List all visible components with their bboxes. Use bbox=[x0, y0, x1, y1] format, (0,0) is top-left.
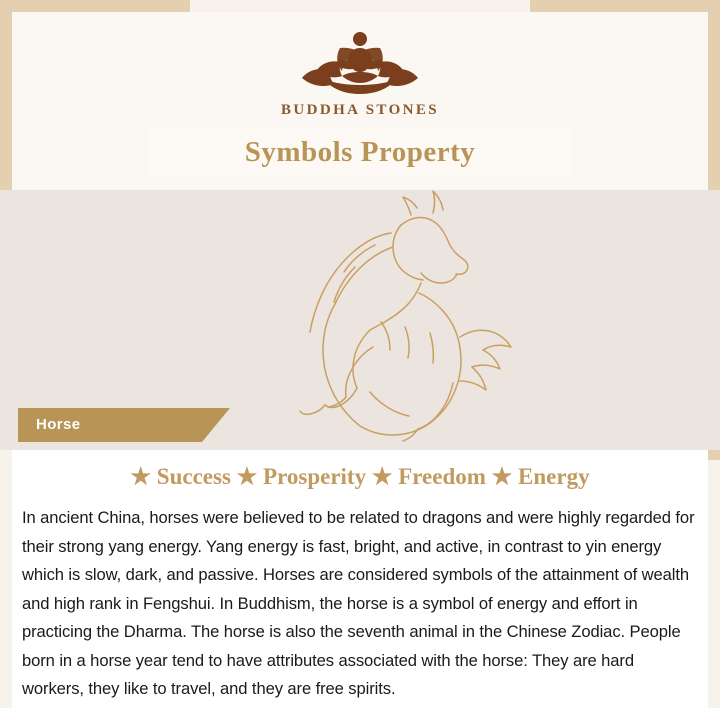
horse-line-art-illustration bbox=[205, 190, 515, 450]
body-paragraph: In ancient China, horses were believed to be related to dragons and were highly regarded for their strong yang energy. Yang energy is fast, bright, and active, in contrast to yin energy which is slow, dark, and passive. Horses are considered symbols of the attainment of wealth and high rank in Fengshui. In Buddhism, the horse is a symbol of energy and effort in practicing the Dharma. The horse is also the seventh animal in the Chinese Zodiac. People born in a horse year tend to have attributes associated with the horse: They are hard workers, they like to travel, and they are free spirits. bbox=[22, 508, 695, 698]
brand-name: BUDDHA STONES bbox=[280, 102, 440, 118]
content-panel bbox=[12, 450, 708, 708]
header bbox=[0, 0, 720, 192]
bottom-strip bbox=[0, 708, 720, 720]
page-title: Symbols Property bbox=[244, 135, 476, 168]
lotus-meditation-icon bbox=[280, 22, 440, 102]
category-tag-label: Horse bbox=[36, 416, 81, 433]
title-banner bbox=[148, 127, 572, 177]
logo bbox=[0, 22, 720, 107]
category-tag bbox=[18, 408, 230, 442]
keywords-line: ★ Success ★ Prosperity ★ Freedom ★ Energy bbox=[130, 464, 590, 489]
